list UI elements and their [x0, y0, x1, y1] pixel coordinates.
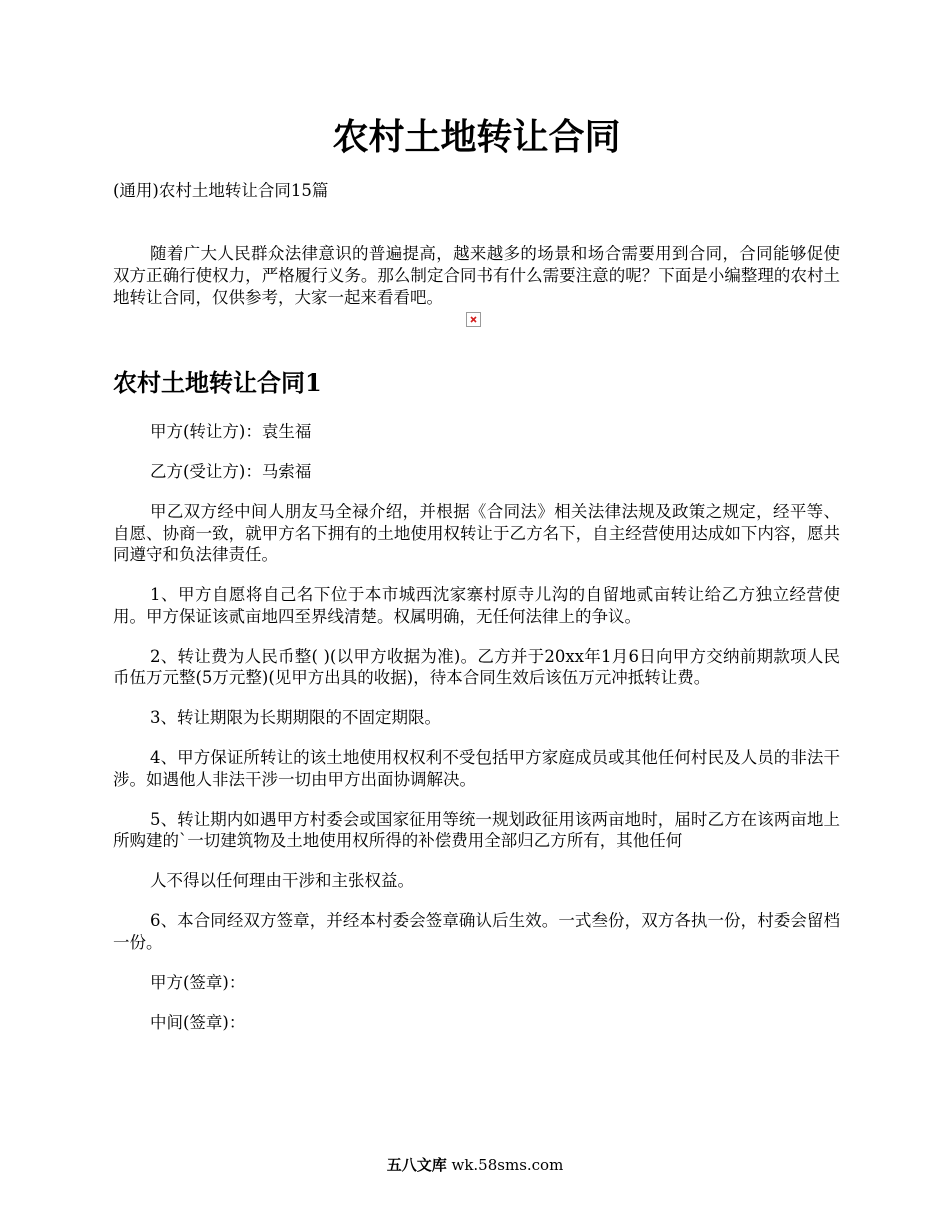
party-b-line: 乙方(受让方)：马索福 [150, 462, 312, 481]
broken-image-icon [466, 312, 481, 327]
clause-3: 3、转让期限为长期期限的不固定期限。 [150, 708, 441, 727]
clause-5-continued: 人不得以任何理由干涉和主张权益。 [150, 871, 414, 890]
clause-6: 6、本合同经双方签章，并经本村委会签章确认后生效。一式叁份，双方各执一份，村委会留档一份。 [113, 911, 840, 952]
section-heading: 农村土地转让合同1 [113, 368, 322, 397]
party-a-line: 甲方(转让方)：袁生福 [150, 422, 312, 441]
footer-url[interactable]: wk.58sms.com [451, 1156, 564, 1174]
preamble-paragraph: 甲乙双方经中间人朋友马全禄介绍，并根据《合同法》相关法律法规及政策之规定，经平等、自愿、协商一致，就甲方名下拥有的土地使用权转让于乙方名下，自主经营使用达成如下内容，愿共同遵守和负法律责任。 [113, 502, 840, 564]
clause-1: 1、甲方自愿将自己名下位于本市城西沈家寨村原寺儿沟的自留地贰亩转让给乙方独立经营使用。甲方保证该贰亩地四至界线清楚。权属明确，无任何法律上的争议。 [113, 585, 840, 626]
page-footer [0, 1155, 950, 1175]
intermediary-signature: 中间(签章)： [150, 1012, 246, 1032]
clause-4: 4、甲方保证所转让的该土地使用权权利不受包括甲方家庭成员或其他任何村民及人员的非法干涉。如遇他人非法干涉一切由甲方出面协调解决。 [113, 748, 840, 789]
document-subtitle: (通用)农村土地转让合同15篇 [113, 181, 329, 200]
document-title: 农村土地转让合同 [332, 116, 621, 158]
party-a-signature: 甲方(签章)： [150, 972, 246, 992]
contract-body [113, 421, 840, 1052]
clause-5: 5、转让期内如遇甲方村委会或国家征用等统一规划政征用该两亩地时，届时乙方在该两亩地上所购建的`一切建筑物及土地使用权所得的补偿费用全部归乙方所有，其他任何 [113, 809, 840, 850]
clause-2: 2、转让费为人民币整( )(以甲方收据为准)。乙方并于20xx年1月6日向甲方交纳前期款项人民币伍万元整(5万元整)(见甲方出具的收据)，待本合同生效后该伍万元冲抵转让费。 [113, 646, 840, 687]
footer-brand: 五八文库 [386, 1156, 447, 1174]
intro-paragraph: 随着广大人民群众法律意识的普遍提高，越来越多的场景和场合需要用到合同，合同能够促使双方正确行使权力，严格履行义务。那么制定合同书有什么需要注意的呢？下面是小编整理的农村土地转让合同，仅供参考，大家一起来看看吧。 [113, 244, 840, 307]
